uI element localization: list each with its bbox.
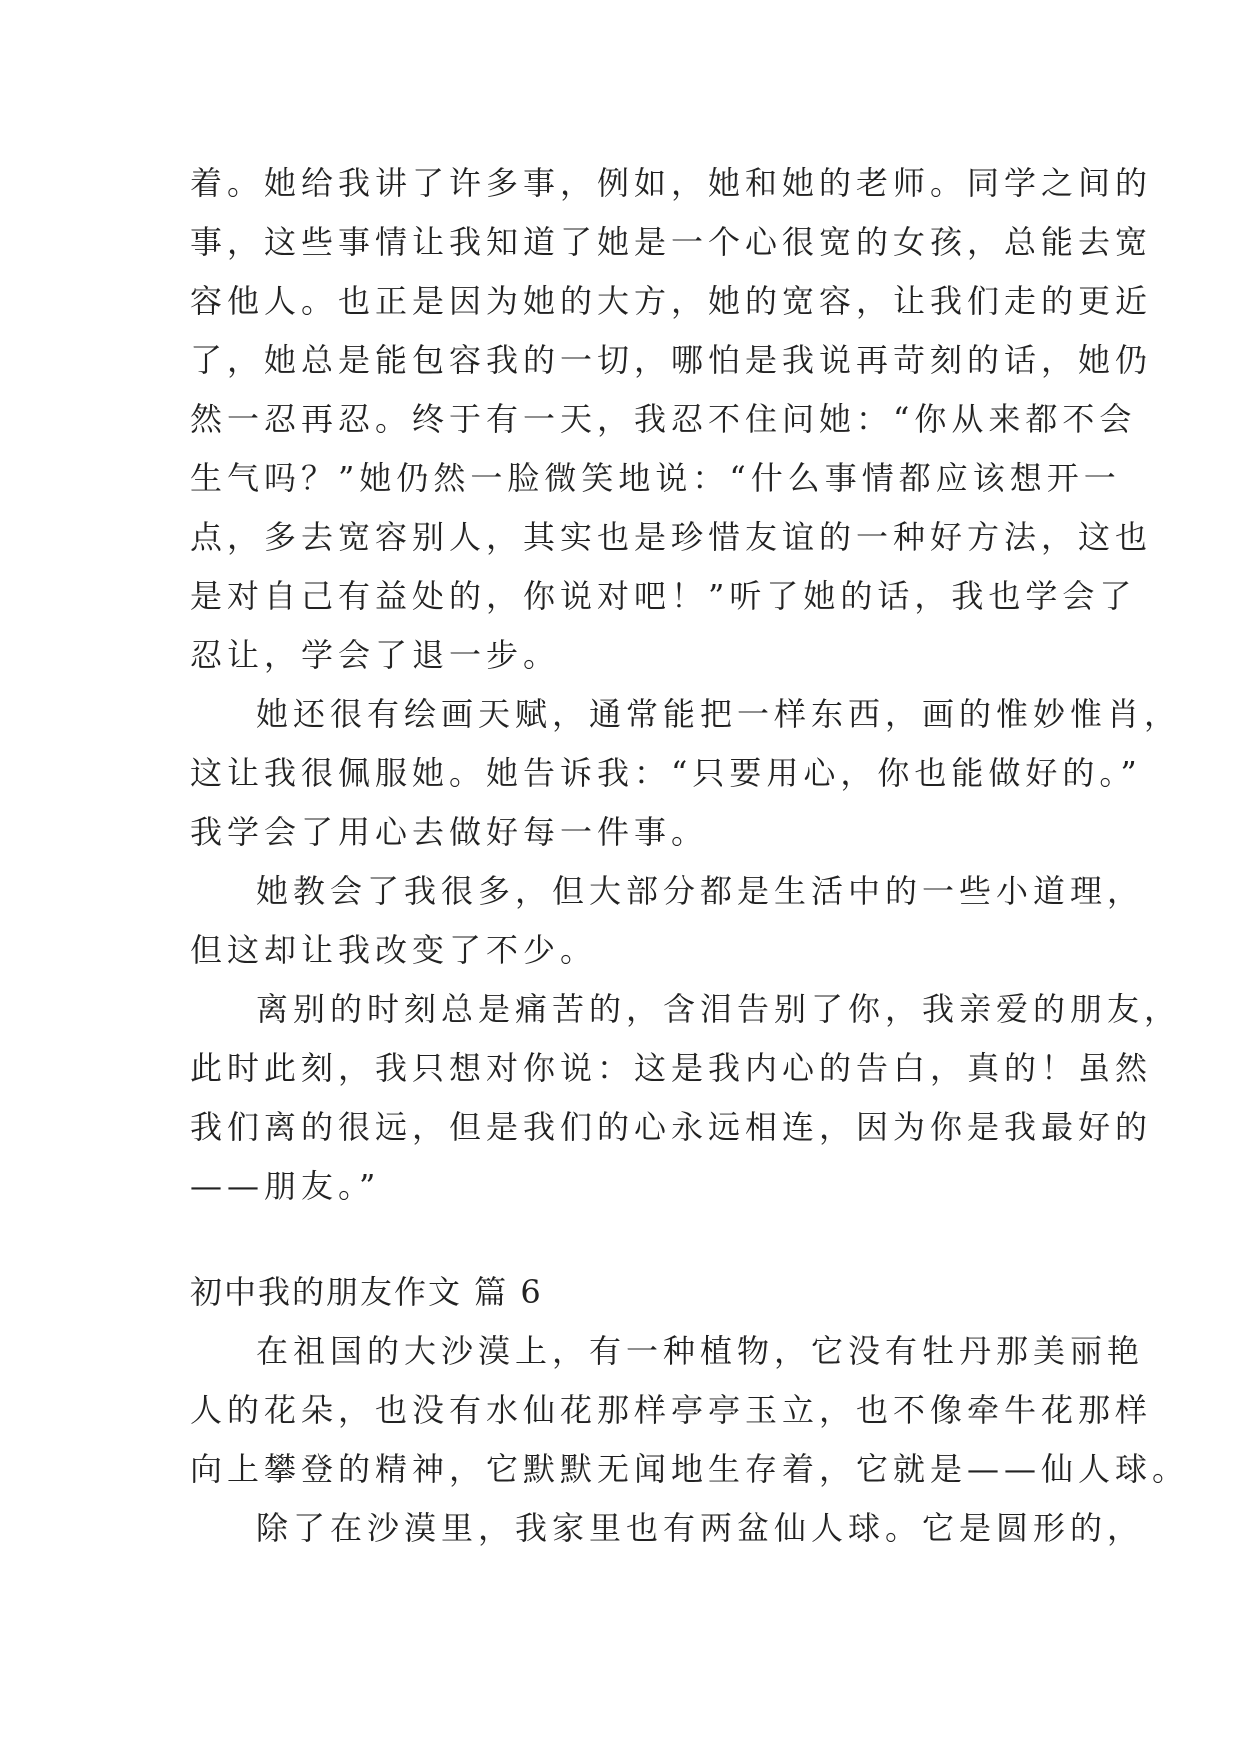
paragraph-line: 着。她给我讲了许多事，例如，她和她的老师。同学之间的 <box>190 164 1153 202</box>
paragraph-line: 生气吗？”她仍然一脸微笑地说：“什么事情都应该想开一 <box>190 459 1121 497</box>
paragraph-line: 了，她总是能包容我的一切，哪怕是我说再苛刻的话，她仍 <box>190 341 1153 379</box>
paragraph-line: 在祖国的大沙漠上，有一种植物，它没有牡丹那美丽艳 <box>256 1332 1145 1370</box>
paragraph-line: 是对自己有益处的，你说对吧！”听了她的话，我也学会了 <box>190 577 1137 615</box>
paragraph-line: 她教会了我很多，但大部分都是生活中的一些小道理， <box>256 872 1145 910</box>
paragraph-line: 忍让，学会了退一步。 <box>190 636 561 674</box>
paragraph-line: 事，这些事情让我知道了她是一个心很宽的女孩，总能去宽 <box>190 223 1153 261</box>
paragraph-line: 我们离的很远，但是我们的心永远相连，因为你是我最好的 <box>190 1108 1153 1146</box>
paragraph-line: 容他人。也正是因为她的大方，她的宽容，让我们走的更近 <box>190 282 1153 320</box>
section-heading: 初中我的朋友作文 篇 6 <box>190 1273 543 1311</box>
paragraph-line: 向上攀登的精神，它默默无闻地生存着，它就是——仙人球。 <box>190 1450 1190 1488</box>
paragraph-line: 点，多去宽容别人，其实也是珍惜友谊的一种好方法，这也 <box>190 518 1153 556</box>
paragraph-line: 但这却让我改变了不少。 <box>190 931 598 969</box>
paragraph-line: 这让我很佩服她。她告诉我：“只要用心，你也能做好的。” <box>190 754 1142 792</box>
paragraph-line: 人的花朵，也没有水仙花那样亭亭玉立，也不像牵牛花那样 <box>190 1391 1153 1429</box>
paragraph-line: 我学会了用心去做好每一件事。 <box>190 813 709 851</box>
paragraph-line: 她还很有绘画天赋，通常能把一样东西，画的惟妙惟肖， <box>256 695 1182 733</box>
paragraph-line: 离别的时刻总是痛苦的，含泪告别了你，我亲爱的朋友， <box>256 990 1182 1028</box>
paragraph-line: 除了在沙漠里，我家里也有两盆仙人球。它是圆形的， <box>256 1509 1145 1547</box>
paragraph-line: ——朋友。” <box>190 1167 381 1205</box>
paragraph-line: 此时此刻，我只想对你说：这是我内心的告白，真的！虽然 <box>190 1049 1153 1087</box>
paragraph-line: 然一忍再忍。终于有一天，我忍不住问她：“你从来都不会 <box>190 400 1137 438</box>
